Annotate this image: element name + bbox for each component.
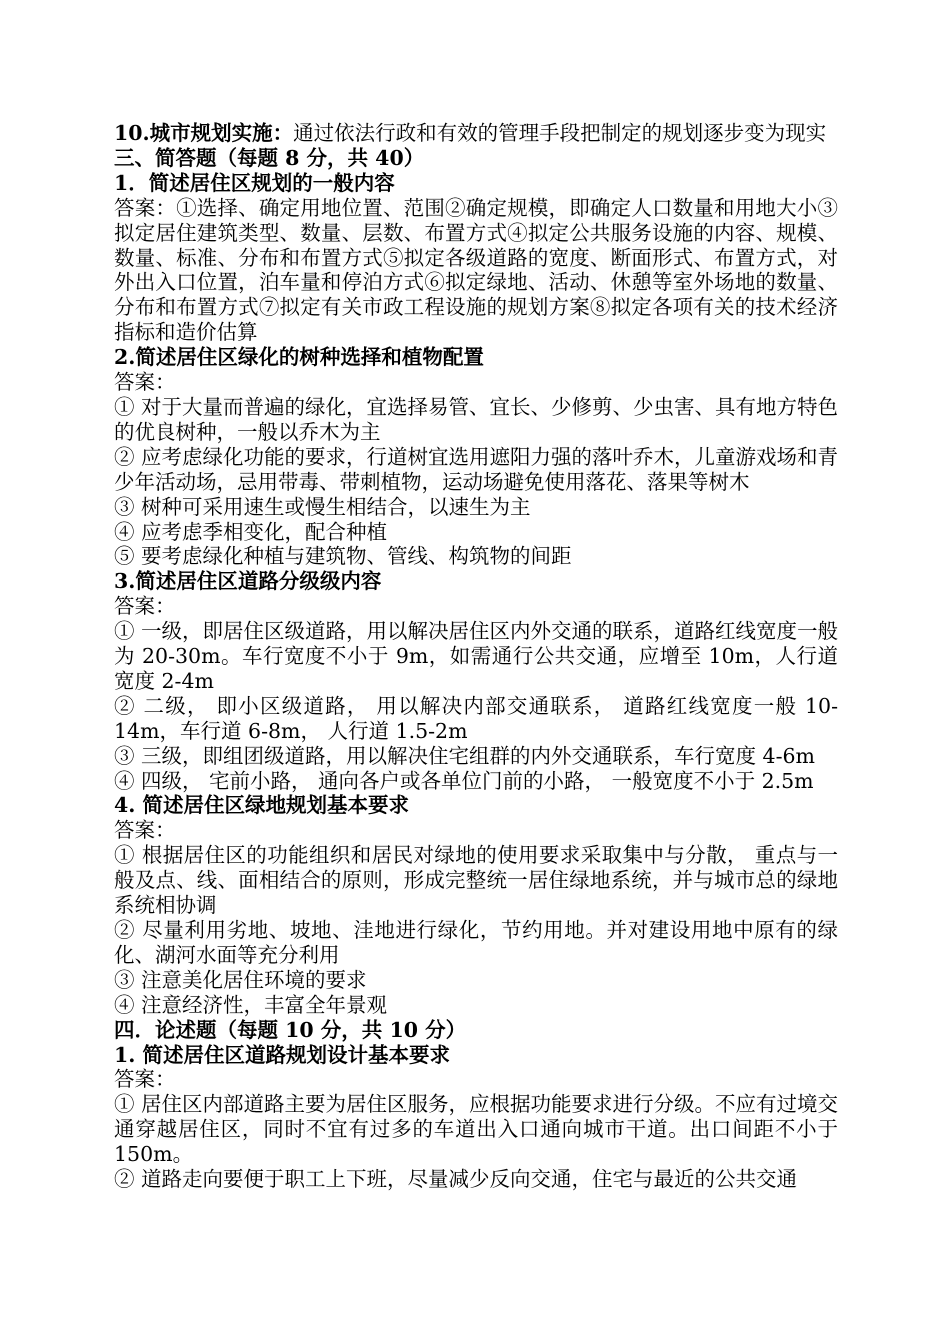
- question-2-title: 2.简述居住区绿化的树种选择和植物配置: [114, 345, 484, 370]
- answer-item: ⑤ 要考虑绿化种植与建筑物、管线、构筑物的间距: [114, 544, 572, 569]
- document-body: [114, 121, 838, 1192]
- answer-item: ① 居住区内部道路主要为居住区服务，应根据功能要求进行分级。不应有过境交通穿越居住区，同时不宜有过多的车道出入口通向城市干道。出口间距不小于 150m。: [114, 1092, 839, 1167]
- answer-item: ② 二级， 即小区级道路， 用以解决内部交通联系， 道路红线宽度一般 10-14m，车行道 6-8m， 人行道 1.5-2m: [114, 693, 838, 743]
- answer-item: ④ 四级， 宅前小路， 通向各户或各单位门前的小路， 一般宽度不小于 2.5m: [114, 768, 814, 793]
- definition-text: 通过依法行政和有效的管理手段把制定的规划逐步变为现实: [293, 121, 827, 145]
- question-3-title: 3.简述居住区道路分级级内容: [114, 569, 382, 594]
- definition-10: [114, 121, 838, 146]
- answer-item: ③ 注意美化居住环境的要求: [114, 967, 367, 992]
- question-1-title: 1．简述居住区规划的一般内容: [114, 170, 395, 195]
- answer-item: ③ 三级，即组团级道路，用以解决住宅组群的内外交通联系，车行宽度 4-6m: [114, 743, 815, 768]
- answer-label: 答案：: [114, 1067, 176, 1092]
- answer-item: ② 道路走向要便于职工上下班，尽量减少反向交通，住宅与最近的公共交通: [114, 1167, 798, 1192]
- answer-item: ② 尽量利用劣地、坡地、洼地进行绿化，节约用地。并对建设用地中原有的绿化、湖河水面等充分利用: [114, 918, 838, 967]
- answer-item: ② 应考虑绿化功能的要求，行道树宜选用遮阳力强的落叶乔木，儿童游戏场和青少年活动场，忌用带毒、带刺植物，运动场避免使用落花、落果等树木: [114, 444, 839, 494]
- answer-item: ① 一级，即居住区级道路，用以解决居住区内外交通的联系，道路红线宽度一般为 20-30m。车行宽度不小于 9m，如需通行公共交通，应增至 10m，人行道宽度 2-4m: [114, 619, 839, 693]
- definition-term: 10.城市规划实施：: [114, 121, 294, 145]
- answer-label: 答案：: [114, 594, 176, 619]
- answer-label: 答案：: [114, 818, 176, 843]
- section-heading-essay: 四．论述题（每题 10 分，共 10 分）: [114, 1017, 467, 1042]
- question-4-title: 4. 简述居住区绿地规划基本要求: [114, 793, 410, 818]
- section-heading-short-answer: 三、简答题（每题 8 分，共 40）: [114, 145, 425, 170]
- answer-label: 答案：: [114, 370, 176, 395]
- essay-1-title: 1. 简述居住区道路规划设计基本要求: [114, 1042, 451, 1067]
- answer-item: ④ 应考虑季相变化，配合种植: [114, 519, 388, 544]
- question-1-answer: 答案：①选择、确定用地位置、范围②确定规模，即确定人口数量和用地大小③拟定居住建筑类型、数量、层数、布置方式④拟定公共服务设施的内容、规模、数量、标准、分布和布置方式⑤拟定各级道路的宽度、断面形式、布置方式，对外出入口位置，泊车量和停泊方式⑥拟定绿地、活动、休憩等室外场地的数量、分布和布置方式⑦拟定有关市政工程设施的规划方案⑧拟定各项有关的技术经济指标和造价估算: [114, 195, 838, 345]
- answer-item: ① 对于大量而普遍的绿化，宜选择易管、宜长、少修剪、少虫害、具有地方特色的优良树种，一般以乔木为主: [114, 394, 839, 444]
- answer-item: ③ 树种可采用速生或慢生相结合，以速生为主: [114, 494, 531, 519]
- answer-item: ④ 注意经济性，丰富全年景观: [114, 992, 388, 1017]
- answer-item: ① 根据居住区的功能组织和居民对绿地的使用要求采取集中与分散， 重点与一般及点、线、面相结合的原则，形成完整统一居住绿地系统，并与城市总的绿地系统相协调: [114, 843, 838, 918]
